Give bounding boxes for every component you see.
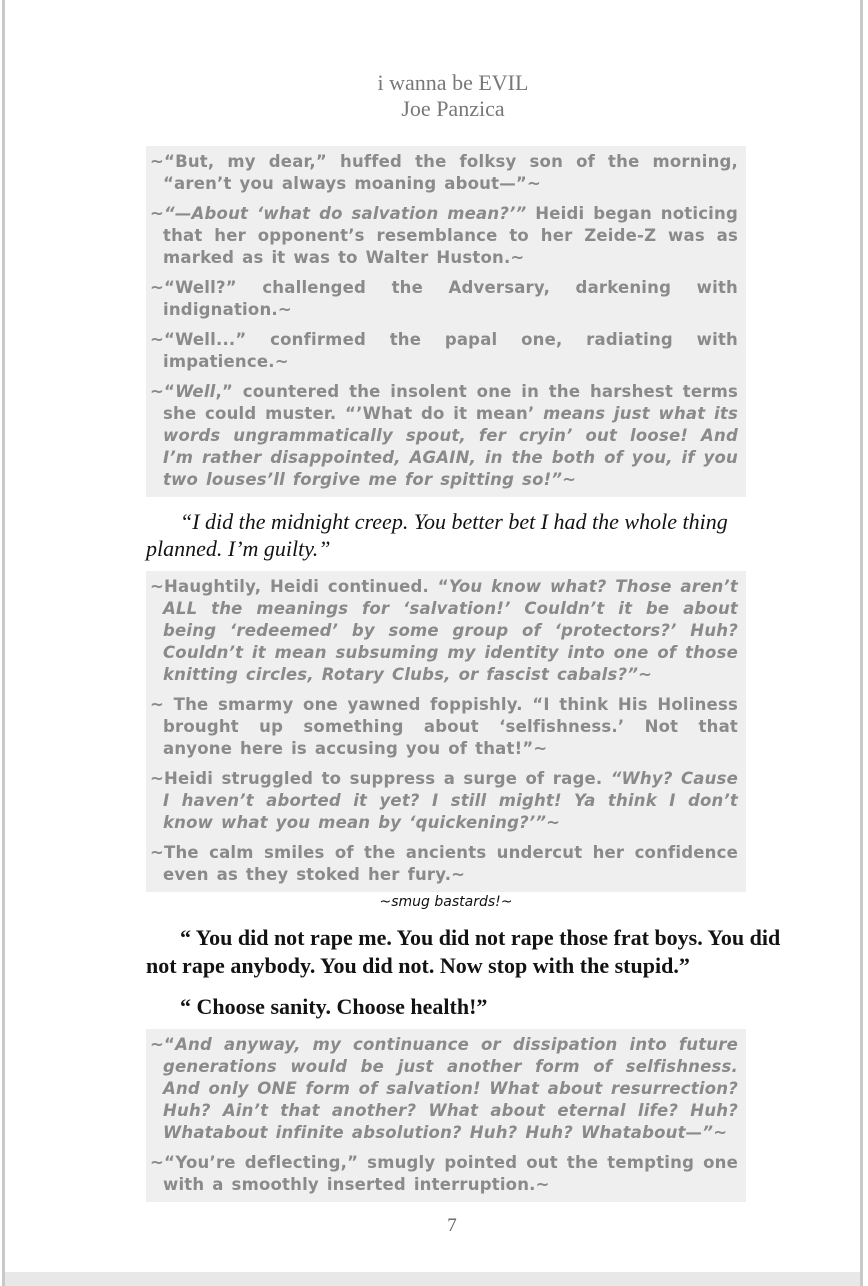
dialogue-paragraph: ~The calm smiles of the ancients undercut her confidence even as they stoked her fury.~ — [150, 843, 738, 884]
dialogue-paragraph: ~“Well...” confirmed the papal one, radiating with impatience.~ — [150, 330, 738, 371]
quote-midnight-creep: “I did the midnight creep. You better bet I had the whole thing planned. I’m guilty.” — [146, 509, 728, 561]
book-author: Joe Panzica — [401, 96, 505, 121]
dialogue-paragraph: ~“You’re deflecting,” smugly pointed out the tempting one with a smoothly inserted interruption.~ — [150, 1153, 738, 1194]
dialogue-paragraph: ~“Well?” challenged the Adversary, darkening with indignation.~ — [150, 278, 738, 319]
quote-did-not-rape: “ You did not rape me. You did not rape those frat boys. You did not rape anybody. You did not. Now stop with the stupid.” — [146, 925, 781, 978]
aside-caption: ~smug bastards!~ — [379, 894, 513, 910]
page-number: 7 — [447, 1215, 457, 1236]
dialogue-block-3 — [146, 1029, 746, 1202]
page-content — [146, 0, 781, 1237]
dialogue-block-1 — [146, 146, 746, 497]
dialogue-paragraph: ~Haughtily, Heidi continued. “You know what? Those aren’t ALL the meanings for ‘salvation!’ Couldn’t it be about being ‘redeemed’ by some group of ‘protectors?’ Huh? Couldn’t it mean subsuming my identity into one of those knitting circles, Rotary Clubs, or fascist cabals?”~ — [150, 577, 738, 684]
page-right-border — [860, 0, 863, 1286]
dialogue-paragraph: ~“And anyway, my continuance or dissipation into future generations would be just another form of selfishness. And only ONE form of salvation! What about resurrection? Huh? Ain’t that another? What about eternal life? Huh? Whatabout infinite absolution? Huh? Huh? Whatabout—”~ — [150, 1035, 738, 1142]
book-title: i wanna be EVIL — [377, 70, 529, 95]
page-header — [146, 0, 760, 122]
dialogue-block-2 — [146, 571, 746, 892]
dialogue-paragraph: ~ The smarmy one yawned foppishly. “I think His Holiness brought up something about ‘selfishness.’ Not that anyone here is accusing you of that!”~ — [150, 695, 738, 758]
dialogue-paragraph: ~Heidi struggled to suppress a surge of rage. “Why? Cause I haven’t aborted it yet? I still might! Ya think I don’t know what you mean by ‘quickening?’”~ — [150, 769, 738, 832]
dialogue-paragraph: ~“But, my dear,” huffed the folksy son of the morning, “aren’t you always moaning about—”~ — [150, 152, 738, 193]
dialogue-paragraph: ~“Well,” countered the insolent one in the harshest terms she could muster. “’What do it mean’ means just what its words ungrammatically spout, fer cryin’ out loose! And I’m rather disappointed, AGAIN, in the both of you, if you two louses’ll forgive me for spitting so!”~ — [150, 382, 738, 489]
dialogue-paragraph: ~“—About ‘what do salvation mean?’” Heidi began noticing that her opponent’s resemblance to her Zeide-Z was as marked as it was to Walter Huston.~ — [150, 204, 738, 267]
quote-choose-sanity: “ Choose sanity. Choose health!” — [180, 994, 488, 1019]
page-gap-strip — [5, 1272, 860, 1286]
page-left-border — [2, 0, 5, 1286]
